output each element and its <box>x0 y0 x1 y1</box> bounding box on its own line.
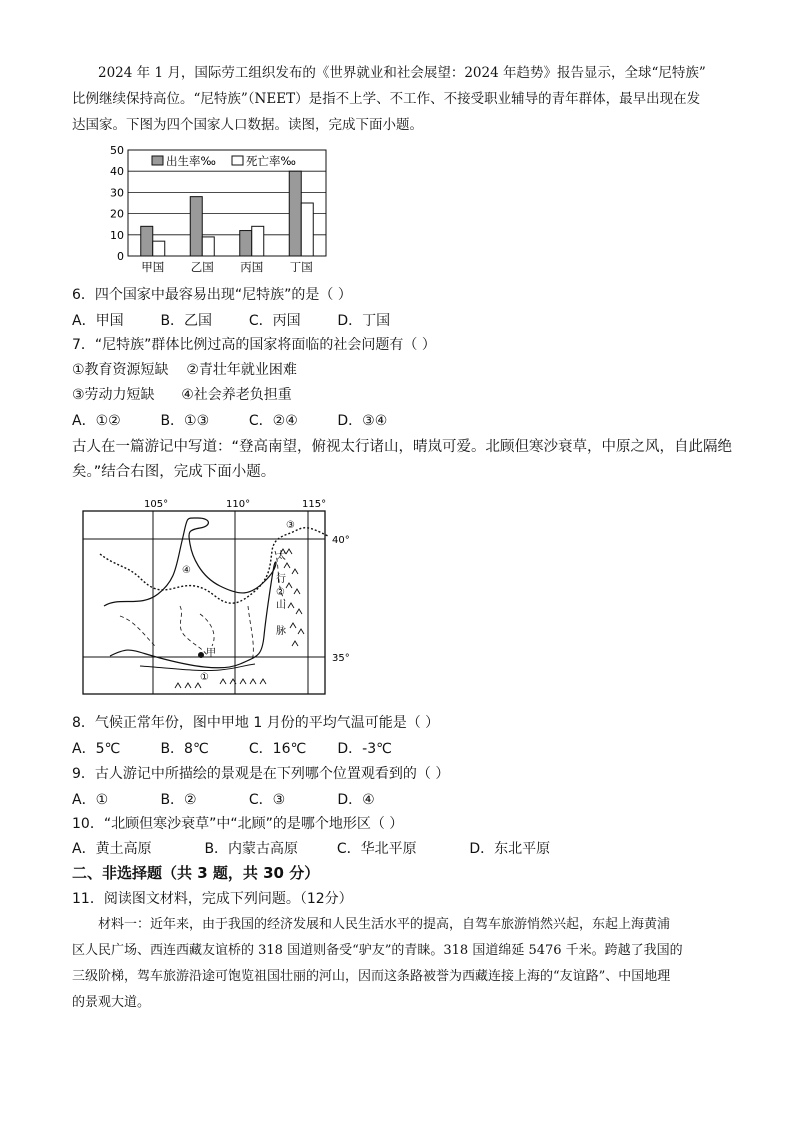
y-tick-label: 0 <box>117 250 124 263</box>
mountain-label-char-4: 脉 <box>276 626 286 637</box>
mountain-label-char-3: 山 <box>276 600 286 611</box>
q7-stem: 7．“尼特族”群体比例过高的国家将面临的社会问题有（ ） <box>72 337 436 353</box>
q10-options <box>72 838 597 858</box>
lon-label-115: 115° <box>302 499 327 510</box>
y-tick-label: 50 <box>110 144 124 157</box>
marker-4 <box>182 565 191 576</box>
section-2-title: 二、非选择题（共 3 题，共 30 分） <box>72 864 320 882</box>
legend-swatch-0 <box>152 156 163 165</box>
province-boundary-2 <box>200 614 214 646</box>
marker-1 <box>200 672 209 683</box>
q7-option-c[interactable]: C．②④ <box>248 413 298 429</box>
bar-death-2 <box>252 226 264 256</box>
intro-line-2: 比例继续保持高位。“尼特族”（NEET）是指不上学、不工作、不接受职业辅导的青年群体，最早出现在发 <box>72 91 701 107</box>
marker-2 <box>276 587 285 598</box>
y-tick-label: 20 <box>110 207 124 221</box>
province-boundary-4 <box>248 606 253 661</box>
province-boundary-1 <box>180 606 208 656</box>
intro-line-3: 达国家。下图为四个国家人口数据。读图，完成下面小题。 <box>72 117 423 133</box>
place-jia-dot <box>198 652 204 658</box>
y-tick-label: 10 <box>110 228 124 242</box>
q9-stem: 9．古人游记中所描绘的景观是在下列哪个位置观看到的（ ） <box>72 766 450 782</box>
bar-birth-3 <box>289 171 301 256</box>
q7-option-a[interactable]: A．①② <box>72 413 121 429</box>
svg-text:②: ② <box>276 587 285 598</box>
q11-material-line-2: 区人民广场、西连西藏友谊桥的 318 国道则备受“驴友”的青睐。318 国道绵延 5476 千米。跨越了我国的 <box>72 943 683 958</box>
category-label-3: 丁国 <box>289 260 313 274</box>
q6-option-d[interactable]: D．丁国 <box>337 313 391 329</box>
mountain-label-char-1: 太 <box>276 551 286 562</box>
legend-swatch-1 <box>232 156 243 165</box>
lat-label-35: 35° <box>332 653 350 664</box>
svg-text:④: ④ <box>182 565 191 576</box>
category-label-0: 甲国 <box>141 260 165 274</box>
travel-line-1: 古人在一篇游记中写道：“登高南望，俯视太行诸山，晴岚可爱。北顾但寒沙衰草，中原之风，自此隔绝 <box>72 439 733 455</box>
bar-birth-2 <box>240 231 252 256</box>
province-boundary-3 <box>120 616 155 646</box>
q8-options <box>72 738 421 758</box>
place-jia-label: 甲 <box>206 648 216 659</box>
bar-death-3 <box>301 203 313 256</box>
lat-label-40: 40° <box>332 535 350 546</box>
q7-options <box>72 410 421 430</box>
category-label-2: 丙国 <box>240 260 264 274</box>
q11-material-line-4: 的景观大道。 <box>72 995 151 1010</box>
q10-option-c[interactable]: C．华北平原 <box>336 841 417 857</box>
bar-birth-0 <box>141 226 153 256</box>
y-tick-label: 30 <box>110 186 124 200</box>
population-bar-chart <box>100 144 340 278</box>
lon-label-110: 110° <box>226 499 251 510</box>
q11-material-line-3: 三级阶梯，驾车旅游沿途可饱览祖国壮丽的河山，因而这条路被誉为西藏连接上海的“友谊路”、中国地理 <box>72 969 671 984</box>
svg-text:③: ③ <box>286 520 295 531</box>
q10-option-a[interactable]: A．黄土高原 <box>72 841 152 857</box>
q8-stem: 8．气候正常年份，图中甲地 1 月份的平均气温可能是（ ） <box>72 715 440 731</box>
q6-option-c[interactable]: C．丙国 <box>248 313 301 329</box>
q7-items-1: ①教育资源短缺 ②青壮年就业困难 <box>72 362 297 378</box>
intro-line-1: 2024 年 1 月，国际劳工组织发布的《世界就业和社会展望：2024 年趋势》报告显示，全球“尼特族” <box>98 65 706 81</box>
y-tick-label: 40 <box>110 165 124 179</box>
q7-items-2: ③劳动力短缺 ④社会养老负担重 <box>72 387 292 403</box>
travel-line-2: 矣。”结合右图，完成下面小题。 <box>72 464 276 480</box>
southern-mountain-symbols <box>175 679 266 688</box>
marker-3 <box>286 520 295 531</box>
lon-label-105: 105° <box>144 499 169 510</box>
mountain-label-char-2: 行 <box>276 574 286 585</box>
legend-label-0: 出生率‰ <box>166 154 216 168</box>
svg-text:①: ① <box>200 672 209 683</box>
q9-options <box>72 789 421 809</box>
q7-option-b[interactable]: B．①③ <box>160 413 210 429</box>
q9-option-a[interactable]: A．① <box>72 792 109 808</box>
q9-option-c[interactable]: C．③ <box>248 792 286 808</box>
q10-option-d[interactable]: D．东北平原 <box>469 841 551 857</box>
q7-option-d[interactable]: D．③④ <box>337 413 388 429</box>
q8-option-b[interactable]: B．8℃ <box>160 741 209 757</box>
q6-option-a[interactable]: A．甲国 <box>72 313 124 329</box>
category-label-1: 乙国 <box>190 260 214 274</box>
q10-stem: 10．“北顾但寒沙衰草”中“北顾”的是哪个地形区（ ） <box>72 816 404 832</box>
q11-stem: 11．阅读图文材料，完成下列问题。（12分） <box>72 891 353 907</box>
q6-option-b[interactable]: B．乙国 <box>160 313 213 329</box>
bar-death-0 <box>153 241 165 256</box>
legend-label-1: 死亡率‰ <box>246 154 296 168</box>
bar-birth-1 <box>190 197 202 256</box>
yellow-river <box>104 518 276 668</box>
region-map <box>80 496 370 698</box>
q8-option-c[interactable]: C．16℃ <box>248 741 307 757</box>
q6-stem: 6．四个国家中最容易出现“尼特族”的是（ ） <box>72 287 352 303</box>
q6-options <box>72 310 421 330</box>
q10-option-b[interactable]: B．内蒙古高原 <box>204 841 299 857</box>
q9-option-d[interactable]: D．④ <box>337 792 375 808</box>
q9-option-b[interactable]: B．② <box>160 792 197 808</box>
q8-option-d[interactable]: D．-3℃ <box>337 741 392 757</box>
bar-death-1 <box>202 237 214 256</box>
q8-option-a[interactable]: A．5℃ <box>72 741 121 757</box>
q11-material-line-1: 材料一：近年来，由于我国的经济发展和人民生活水平的提高，自驾车旅游悄然兴起，东起上海黄浦 <box>98 917 671 932</box>
